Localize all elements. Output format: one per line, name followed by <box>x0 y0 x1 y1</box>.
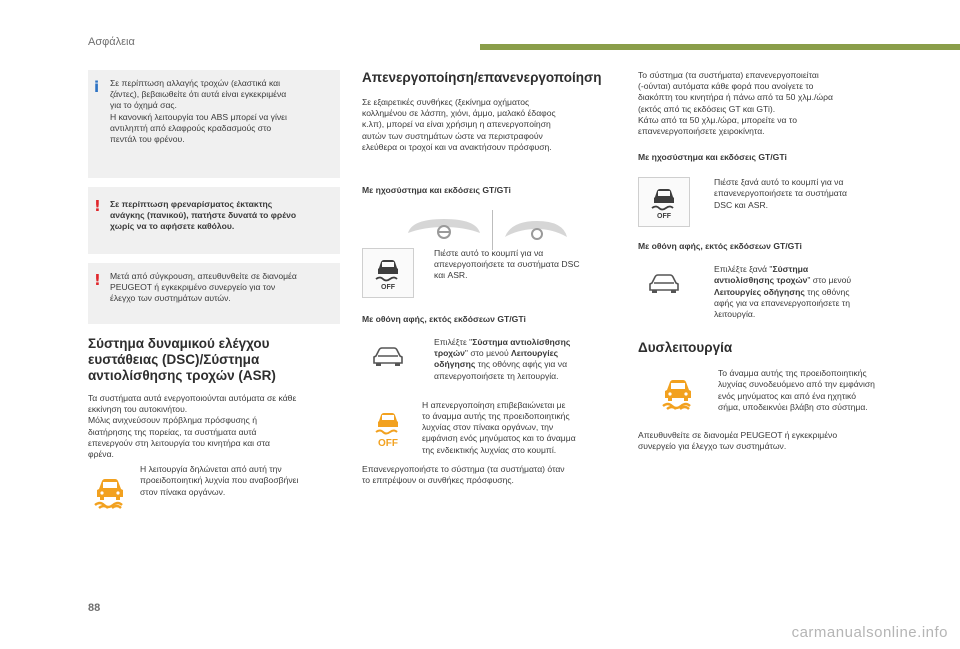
driving-functions-car-icon <box>362 337 414 377</box>
para-line: το επιτρέψουν οι συνθήκες πρόσφυσης. <box>362 475 514 486</box>
text-run: της οθόνης <box>804 286 850 297</box>
para-line: (εκτός από τις εκδόσεις GT και GTi). <box>638 103 776 114</box>
dsc-button-row <box>362 248 612 298</box>
touchscreen-text <box>424 337 570 382</box>
text-run: Επιλέξτε ξανά " <box>714 264 773 275</box>
para-line: διακόπτη του κινητήρα ή πάνω από τα 50 χλμ./ώρα <box>638 92 833 103</box>
para-line: Σε εξαιρετικές συνθήκες (ξεκίνημα οχήματος <box>362 97 530 107</box>
text-run-bold: αντιολίσθησης τροχών <box>714 275 808 286</box>
para-line: λυχνίας στον πίνακα οργάνων, την <box>422 422 554 433</box>
para-line: Απευθυνθείτε σε διανομέα PEUGEOT ή εγκεκριμένο <box>638 430 838 441</box>
svg-text:OFF: OFF <box>657 213 671 220</box>
warning-icon: ! <box>94 271 101 289</box>
para-line: επανενεργοποιήσετε τα συστήματα <box>714 188 848 199</box>
steering-wheel-icon <box>501 217 571 243</box>
dsc-fault-warning-lamp-icon <box>638 368 718 418</box>
column-left <box>88 70 340 520</box>
text-run: αφής για να επανενεργοποιήσετε τη <box>714 297 850 308</box>
column-middle <box>362 70 612 486</box>
subheading-touchscreen: Με οθόνη αφής, εκτός εκδόσεων GT/GTi <box>638 241 802 252</box>
para-line: (-ούνται) αυτόματα κάθε φορά που ανοίγετε το <box>638 81 814 92</box>
info-line: για το όχημά σας. <box>110 100 177 111</box>
touchscreen-row <box>362 337 612 382</box>
text-run-bold: Σύστημα <box>772 264 809 275</box>
heading-line: αντιολίσθησης τροχών (ASR) <box>88 368 276 383</box>
para-line: απενεργοποιήσετε τα συστήματα DSC <box>434 259 580 270</box>
para-line: ενός μηνύματος και από ένα ηχητικό <box>718 390 857 401</box>
section-title: Ασφάλεια <box>88 36 135 48</box>
touchscreen-row <box>638 264 888 320</box>
dsc-off-button-icon <box>362 248 414 298</box>
column-right <box>638 70 888 453</box>
svg-text:OFF: OFF <box>381 284 395 291</box>
text-run: " στο μενού <box>464 348 512 359</box>
para-line: εμφάνιση ενός μηνύματος και το άναμμα <box>422 433 576 444</box>
para-line: Η απενεργοποίηση επιβεβαιώνεται με <box>422 399 566 410</box>
illustration-divider <box>492 210 493 250</box>
para-line: επενεργούν στη λειτουργία του κινητήρα και στα <box>88 437 271 448</box>
text-run: της οθόνης αφής για να <box>475 359 568 370</box>
fault-contact-note <box>638 430 888 452</box>
text-run-bold: Σύστημα αντιολίσθησης <box>472 337 571 348</box>
para-line: της ενδεικτικής λυχνίας στο κουμπί. <box>422 444 557 455</box>
page-number: 88 <box>88 602 101 614</box>
para-line: DSC και ASR. <box>714 199 769 210</box>
off-lamp-text <box>414 400 576 456</box>
subheading-audio-gt: Με ηχοσύστημα και εκδόσεις GT/GTi <box>362 185 511 196</box>
info-line: πεντάλ του φρένου. <box>110 134 185 145</box>
para-line: κ.λπ), μπορεί να είναι χρήσιμη η απενεργοποίηση <box>362 119 551 130</box>
heading-malfunction: Δυσλειτουργία <box>638 340 733 356</box>
watermark: carmanualsonline.info <box>791 624 948 641</box>
heading-line: Σύστημα δυναμικού ελέγχου <box>88 336 270 351</box>
lamp-description <box>132 464 298 498</box>
dsc-warning-lamp-icon <box>88 464 132 520</box>
text-run: λειτουργία. <box>714 309 756 320</box>
lamp-row <box>88 464 340 520</box>
para-line: Τα συστήματα αυτά ενεργοποιούνται αυτόματα σε κάθε <box>88 393 297 403</box>
text-run-bold: οδήγησης <box>434 359 476 370</box>
steering-wheel-icon <box>404 217 484 243</box>
header-accent-bar <box>480 44 960 50</box>
off-lamp-row <box>362 400 612 458</box>
para-line: σήμα, υποδεικνύει βλάβη στο σύστημα. <box>718 401 868 412</box>
dsc-off-button-icon <box>638 177 690 227</box>
para-line: κολλημένου σε λάσπη, χιόνι, άμμο, μαλακό έδαφος <box>362 108 556 119</box>
para-line: το άναμμα αυτής της προειδοποιητικής <box>422 411 570 422</box>
para-line: αυτών των συστημάτων ώστε να περιστραφούν <box>362 130 543 141</box>
para-line: Μόλις ανιχνεύσουν πρόβλημα πρόσφυσης ή <box>88 415 257 426</box>
para-line: Πιέστε αυτό το κουμπί για να <box>434 248 544 259</box>
heading-line: ευστάθειας (DSC)/Σύστημα <box>88 352 260 367</box>
para-line: προειδοποιητική λυχνία που αναβοσβήνει <box>140 475 299 486</box>
text-run: " στο μενού <box>807 275 852 286</box>
dsc-button-text <box>704 177 847 211</box>
para-line: και ASR. <box>434 270 468 281</box>
warning-line: Σε περίπτωση φρεναρίσματος έκτακτης <box>110 199 273 209</box>
fault-lamp-row <box>638 368 888 418</box>
deactivation-intro <box>362 97 612 153</box>
info-note-box <box>88 70 340 178</box>
para-line: Η λειτουργία δηλώνεται από αυτή την <box>140 464 282 475</box>
para-line: συνεργείο για έλεγχο των συστημάτων. <box>638 441 787 452</box>
warning-line: Μετά από σύγκρουση, απευθυνθείτε σε διανομέα <box>110 271 297 281</box>
driving-functions-car-icon <box>638 264 690 304</box>
heading-deactivation: Απενεργοποίηση/επανενεργοποίηση <box>362 70 602 85</box>
para-line: Το σύστημα (τα συστήματα) επανενεργοποιείται <box>638 70 819 80</box>
steering-wheel-illustration <box>362 210 612 250</box>
text-run: Επιλέξτε " <box>434 337 473 348</box>
para-line: διατήρησης της πορείας, τα συστήματα αυτά <box>88 426 257 437</box>
info-line: αντιληπτή από ελαφρούς κραδασμούς στο <box>110 122 272 133</box>
info-line: Η κανονική λειτουργία του ABS μπορεί να γίνει <box>110 111 287 122</box>
warning-line: χωρίς να το αφήσετε καθόλου. <box>110 221 235 232</box>
para-line: φρένα. <box>88 449 114 460</box>
dsc-button-row <box>638 177 888 227</box>
touchscreen-text <box>704 264 851 320</box>
para-line: Κάτω από τα 50 χλμ./ώρα, μπορείτε να το <box>638 114 797 125</box>
warning-icon: ! <box>94 197 101 215</box>
heading-dsc-asr <box>88 336 340 384</box>
warning-box-after-collision <box>88 263 340 324</box>
para-line: Επανενεργοποιήστε το σύστημα (τα συστήματα) όταν <box>362 463 565 474</box>
warning-line: έλεγχο των συστημάτων αυτών. <box>110 293 231 304</box>
para-line: στον πίνακα οργάνων. <box>140 486 226 497</box>
dsc-button-text <box>424 248 580 282</box>
fault-lamp-text <box>718 368 875 413</box>
text-run-bold: τροχών <box>434 348 465 359</box>
auto-reactivation-text <box>638 70 888 137</box>
warning-line: PEUGEOT ή εγκεκριμένο συνεργείο για τον <box>110 282 276 293</box>
text-run-bold: Λειτουργίες <box>511 348 559 359</box>
para-line: εκκίνηση του αυτοκινήτου. <box>88 404 188 415</box>
dsc-description <box>88 393 340 460</box>
reactivation-note <box>362 464 612 486</box>
para-line: Πιέστε ξανά αυτό το κουμπί για να <box>714 177 844 188</box>
warning-box-emergency-braking <box>88 187 340 254</box>
subheading-audio-gt: Με ηχοσύστημα και εκδόσεις GT/GTi <box>638 152 787 163</box>
para-line: λυχνίας συνοδευόμενο από την εμφάνιση <box>718 379 875 390</box>
info-line: ζάντες), βεβαιωθείτε ότι αυτά είναι εγκεκριμένα <box>110 89 287 100</box>
text-run: απενεργοποιήσετε τη λειτουργία. <box>434 370 559 381</box>
para-line: ελεύθερα οι τροχοί και να ανακτήσουν πρόσφυση. <box>362 141 552 152</box>
text-run-bold: Λειτουργίες οδήγησης <box>714 286 805 297</box>
subheading-touchscreen: Με οθόνη αφής, εκτός εκδόσεων GT/GTi <box>362 314 526 325</box>
warning-line: ανάγκης (πανικού), πατήστε δυνατά το φρένο <box>110 210 297 221</box>
info-icon: i <box>94 78 100 96</box>
dsc-off-warning-lamp-icon <box>362 400 414 458</box>
para-line: επανενεργοποιήσετε χειροκίνητα. <box>638 126 765 137</box>
info-line: Σε περίπτωση αλλαγής τροχών (ελαστικά και <box>110 78 281 88</box>
svg-text:OFF: OFF <box>378 437 398 449</box>
para-line: Το άναμμα αυτής της προειδοποιητικής <box>718 368 867 379</box>
